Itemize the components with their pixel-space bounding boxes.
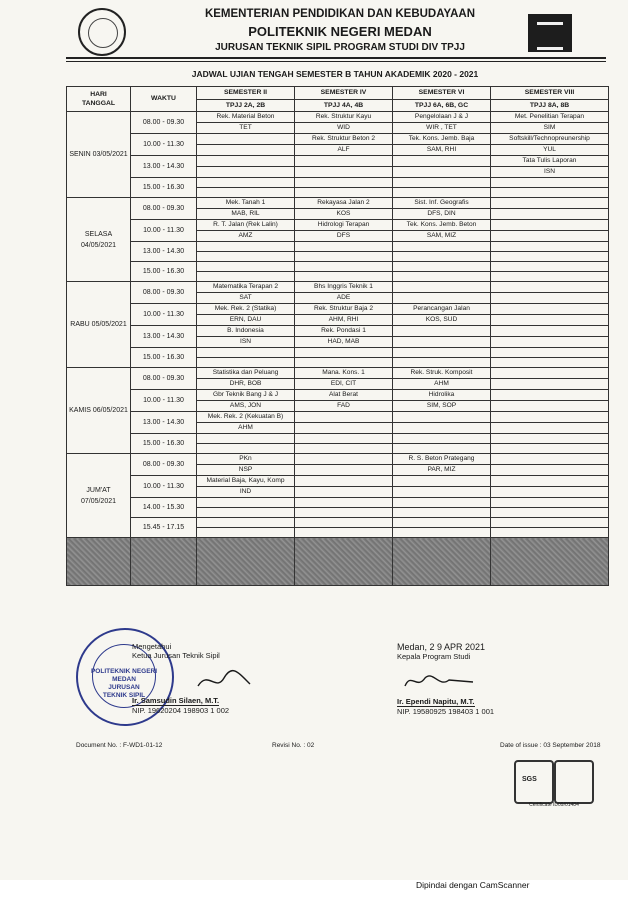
lecturer-cell <box>197 444 295 454</box>
course-cell: Rek. Struktur Baja 2 <box>295 304 393 315</box>
course-cell <box>295 454 393 465</box>
time-cell: 08.00 - 09.30 <box>131 198 197 220</box>
sig-right-nip: NIP. 19580925 198403 1 001 <box>397 707 495 716</box>
lecturer-cell: DHR, BOB <box>197 379 295 390</box>
time-cell: 10.00 - 11.30 <box>131 304 197 326</box>
sig-right-role: Kepala Program Studi <box>397 652 471 661</box>
course-cell: Pengelolaan J & J <box>393 112 491 123</box>
time-cell: 13.00 - 14.30 <box>131 326 197 348</box>
lecturer-cell <box>491 188 609 198</box>
course-cell <box>491 434 609 444</box>
lecturer-cell <box>295 508 393 518</box>
course-cell: Tek. Kons. Jemb. Baja <box>393 134 491 145</box>
lecturer-cell <box>197 272 295 282</box>
lecturer-cell: ERN, DAU <box>197 315 295 326</box>
course-cell <box>491 454 609 465</box>
course-cell <box>197 134 295 145</box>
lecturer-cell <box>491 252 609 262</box>
lecturer-cell: HAD, MAB <box>295 337 393 348</box>
lecturer-cell <box>197 188 295 198</box>
course-cell <box>197 498 295 508</box>
lecturer-cell: MAB, RIL <box>197 209 295 220</box>
table-row <box>67 412 609 423</box>
course-cell: B. Indonesia <box>197 326 295 337</box>
table-row <box>67 348 609 358</box>
day-date-cell: KAMIS 06/05/2021 <box>67 368 131 454</box>
sgs-logo: SGS <box>514 760 554 804</box>
course-cell <box>491 518 609 528</box>
course-cell: R. T. Jalan (Rek Lalin) <box>197 220 295 231</box>
course-cell <box>393 518 491 528</box>
lecturer-cell <box>295 423 393 434</box>
lecturer-cell <box>295 444 393 454</box>
course-cell <box>393 434 491 444</box>
lecturer-cell: AHM <box>197 423 295 434</box>
course-cell <box>393 348 491 358</box>
lecturer-cell <box>295 252 393 262</box>
course-cell <box>393 282 491 293</box>
course-cell <box>491 282 609 293</box>
lecturer-cell: AHM, RHI <box>295 315 393 326</box>
course-cell <box>393 262 491 272</box>
lecturer-cell: YUL <box>491 145 609 156</box>
time-cell: 08.00 - 09.30 <box>131 454 197 476</box>
course-cell <box>295 178 393 188</box>
course-cell <box>197 434 295 444</box>
lecturer-cell: AMS, JON <box>197 401 295 412</box>
course-cell <box>295 498 393 508</box>
table-row <box>67 304 609 315</box>
sig-left-nip: NIP. 19620204 198903 1 002 <box>132 706 230 715</box>
course-cell <box>491 198 609 209</box>
lecturer-cell: NSP <box>197 465 295 476</box>
course-cell: Sist. Inf. Geografis <box>393 198 491 209</box>
lecturer-cell <box>393 528 491 538</box>
signature-left-graphic <box>194 666 254 694</box>
lecturer-cell: IND <box>197 487 295 498</box>
class-semester-8: TPJJ 8A, 8B <box>491 100 609 112</box>
lecturer-cell: DFS <box>295 231 393 242</box>
course-cell <box>393 498 491 508</box>
lecturer-cell <box>295 528 393 538</box>
lecturer-cell: ISN <box>491 167 609 178</box>
certificate-id: Certificate ID09/01484 <box>529 802 579 808</box>
course-cell <box>295 476 393 487</box>
col-hari-tanggal: HARI TANGGAL <box>67 87 131 112</box>
lecturer-cell: KOS, SUD <box>393 315 491 326</box>
revision-number: Revisi No. : 02 <box>272 742 315 749</box>
course-cell: Matematika Terapan 2 <box>197 282 295 293</box>
lecturer-cell <box>491 423 609 434</box>
time-cell: 10.00 - 11.30 <box>131 134 197 156</box>
signature-block-left <box>132 642 312 715</box>
table-row <box>67 198 609 209</box>
lecturer-cell <box>393 444 491 454</box>
table-row <box>67 112 609 123</box>
lecturer-cell <box>491 272 609 282</box>
col-waktu: WAKTU <box>131 87 197 112</box>
sig-right-name: Ir. Ependi Napitu, M.T. <box>397 697 475 706</box>
lecturer-cell <box>197 508 295 518</box>
day-date-cell: SENIN 03/05/2021 <box>67 112 131 198</box>
day-date-cell: SELASA 04/05/2021 <box>67 198 131 282</box>
table-row <box>67 178 609 188</box>
course-cell <box>491 262 609 272</box>
course-cell: Mek. Rek. 2 (Kekuatan B) <box>197 412 295 423</box>
lecturer-cell <box>491 358 609 368</box>
time-cell: 13.00 - 14.30 <box>131 412 197 434</box>
lecturer-cell: WID <box>295 123 393 134</box>
lecturer-cell <box>491 337 609 348</box>
lecturer-cell: SAT <box>197 293 295 304</box>
lecturer-cell <box>197 358 295 368</box>
lecturer-cell <box>197 167 295 178</box>
table-row <box>67 476 609 487</box>
lecturer-cell <box>491 401 609 412</box>
course-cell <box>393 178 491 188</box>
table-row <box>67 220 609 231</box>
time-cell: 15.00 - 16.30 <box>131 178 197 198</box>
table-row <box>67 134 609 145</box>
lecturer-cell: ADE <box>295 293 393 304</box>
header-ministry: KEMENTERIAN PENDIDIKAN DAN KEBUDAYAAN <box>204 8 476 20</box>
course-cell: Rekayasa Jalan 2 <box>295 198 393 209</box>
course-cell <box>393 412 491 423</box>
course-cell: Material Baja, Kayu, Komp <box>197 476 295 487</box>
course-cell <box>197 518 295 528</box>
table-row <box>67 242 609 252</box>
table-row <box>67 434 609 444</box>
course-cell: Rek. Pondasi 1 <box>295 326 393 337</box>
date-of-issue: Date of issue : 03 September 2018 <box>500 742 601 749</box>
lecturer-cell <box>393 358 491 368</box>
time-cell: 10.00 - 11.30 <box>131 476 197 498</box>
course-cell <box>295 518 393 528</box>
course-cell <box>393 476 491 487</box>
course-cell <box>491 498 609 508</box>
lecturer-cell: PAR, MIZ <box>393 465 491 476</box>
course-cell <box>491 220 609 231</box>
lecturer-cell <box>393 188 491 198</box>
time-cell: 10.00 - 11.30 <box>131 220 197 242</box>
course-cell <box>197 242 295 252</box>
time-cell: 08.00 - 09.30 <box>131 112 197 134</box>
lecturer-cell: AMZ <box>197 231 295 242</box>
lecturer-cell <box>197 145 295 156</box>
course-cell: Rek. Material Beton <box>197 112 295 123</box>
col-semester-8: SEMESTER VIII <box>491 87 609 100</box>
lecturer-cell <box>295 188 393 198</box>
lecturer-cell: ALF <box>295 145 393 156</box>
time-cell: 08.00 - 09.30 <box>131 368 197 390</box>
lecturer-cell <box>393 293 491 304</box>
course-cell <box>393 326 491 337</box>
day-date-cell: JUM'AT 07/05/2021 <box>67 454 131 538</box>
course-cell <box>295 262 393 272</box>
lecturer-cell: DFS, DIN <box>393 209 491 220</box>
lecturer-cell <box>491 315 609 326</box>
class-semester-4: TPJJ 4A, 4B <box>295 100 393 112</box>
course-cell <box>197 178 295 188</box>
lecturer-cell <box>295 358 393 368</box>
lecturer-cell: KOS <box>295 209 393 220</box>
course-cell <box>491 390 609 401</box>
lecturer-cell: EDI, CIT <box>295 379 393 390</box>
polmed-logo <box>78 8 126 56</box>
signature-block-right <box>397 642 597 716</box>
time-cell: 13.00 - 14.30 <box>131 156 197 178</box>
course-cell <box>295 348 393 358</box>
lecturer-cell: ISN <box>197 337 295 348</box>
course-cell <box>491 326 609 337</box>
course-cell: PKn <box>197 454 295 465</box>
course-cell <box>393 156 491 167</box>
time-cell: 15.00 - 16.30 <box>131 434 197 454</box>
lecturer-cell <box>393 252 491 262</box>
time-cell: 14.00 - 15.30 <box>131 498 197 518</box>
lecturer-cell <box>491 444 609 454</box>
lecturer-cell <box>393 167 491 178</box>
class-semester-2: TPJJ 2A, 2B <box>197 100 295 112</box>
course-cell <box>197 156 295 167</box>
course-cell: Hidrologi Terapan <box>295 220 393 231</box>
course-cell <box>491 242 609 252</box>
lecturer-cell: SAM, MIZ <box>393 231 491 242</box>
header-department: JURUSAN TEKNIK SIPIL PROGRAM STUDI DIV TPJJ <box>215 42 465 53</box>
ukas-logo <box>554 760 594 804</box>
class-semester-6: TPJJ 6A, 6B, GC <box>393 100 491 112</box>
course-cell <box>295 156 393 167</box>
course-cell <box>491 368 609 379</box>
course-cell: Mana. Kons. 1 <box>295 368 393 379</box>
table-row <box>67 326 609 337</box>
lecturer-cell <box>295 465 393 476</box>
lecturer-cell <box>295 272 393 282</box>
sig-left-role1: Mengetahui <box>132 642 172 651</box>
lecturer-cell <box>491 231 609 242</box>
course-cell <box>197 262 295 272</box>
lecturer-cell: TET <box>197 123 295 134</box>
col-semester-2: SEMESTER II <box>197 87 295 100</box>
jurusan-logo <box>528 14 572 52</box>
lecturer-cell <box>393 487 491 498</box>
time-cell: 13.00 - 14.30 <box>131 242 197 262</box>
department-stamp: POLITEKNIK NEGERI MEDAN JURUSAN TEKNIK SIPIL <box>76 628 174 726</box>
course-cell <box>491 178 609 188</box>
lecturer-cell <box>393 423 491 434</box>
day-date-cell: RABU 05/05/2021 <box>67 282 131 368</box>
table-row <box>67 282 609 293</box>
lecturer-cell: AHM <box>393 379 491 390</box>
lecturer-cell <box>491 293 609 304</box>
lecturer-cell: WIR , TET <box>393 123 491 134</box>
course-cell: Softskill/Technopreunership <box>491 134 609 145</box>
schedule-title: JADWAL UJIAN TENGAH SEMESTER B TAHUN AKADEMIK 2020 - 2021 <box>191 69 479 79</box>
lecturer-cell: FAD <box>295 401 393 412</box>
course-cell <box>197 348 295 358</box>
course-cell <box>491 476 609 487</box>
table-row <box>67 498 609 508</box>
sig-left-role2: Ketua Jurusan Teknik Sipil <box>132 651 220 660</box>
table-row <box>67 390 609 401</box>
course-cell: Hidrolika <box>393 390 491 401</box>
header-rule-thin <box>66 61 606 62</box>
time-cell: 15.00 - 16.30 <box>131 262 197 282</box>
lecturer-cell <box>491 379 609 390</box>
lecturer-cell <box>197 528 295 538</box>
course-cell <box>295 242 393 252</box>
course-cell: Statistika dan Peluang <box>197 368 295 379</box>
sig-left-name: Ir. Samsudin Silaen, M.T. <box>132 696 220 705</box>
lecturer-cell: SIM <box>491 123 609 134</box>
lecturer-cell <box>295 167 393 178</box>
lecturer-cell <box>491 465 609 476</box>
certification-logos <box>514 760 592 810</box>
table-row <box>67 262 609 272</box>
lecturer-cell <box>393 272 491 282</box>
schedule-body <box>67 112 609 586</box>
course-cell: Alat Berat <box>295 390 393 401</box>
course-cell <box>295 434 393 444</box>
course-cell <box>491 412 609 423</box>
course-cell <box>393 242 491 252</box>
course-cell: Rek. Struktur Kayu <box>295 112 393 123</box>
lecturer-cell <box>393 508 491 518</box>
table-row <box>67 518 609 528</box>
lecturer-cell: SAM, RHI <box>393 145 491 156</box>
course-cell: Tata Tulis Laporan <box>491 156 609 167</box>
sig-right-date: Medan, 2 9 APR 2021 <box>397 642 486 652</box>
lecturer-cell <box>491 487 609 498</box>
course-cell: Mek. Tanah 1 <box>197 198 295 209</box>
course-cell: R. S. Beton Prategang <box>393 454 491 465</box>
course-cell: Met. Penelitian Terapan <box>491 112 609 123</box>
exam-schedule-table <box>66 86 609 586</box>
lecturer-cell <box>393 337 491 348</box>
camscanner-watermark: Dipindai dengan CamScanner <box>416 880 530 890</box>
course-cell <box>491 348 609 358</box>
time-cell: 08.00 - 09.30 <box>131 282 197 304</box>
course-cell: Bhs Inggris Teknik 1 <box>295 282 393 293</box>
header-rule <box>66 57 606 59</box>
course-cell <box>491 304 609 315</box>
col-semester-4: SEMESTER IV <box>295 87 393 100</box>
shaded-footer-row <box>67 538 609 586</box>
table-row <box>67 454 609 465</box>
time-cell: 15.00 - 16.30 <box>131 348 197 368</box>
signature-right-graphic <box>399 668 479 694</box>
course-cell <box>295 412 393 423</box>
lecturer-cell: SIM, SOP <box>393 401 491 412</box>
course-cell: Rek. Struk. Komposit <box>393 368 491 379</box>
course-cell: Perancangan Jalan <box>393 304 491 315</box>
time-cell: 10.00 - 11.30 <box>131 390 197 412</box>
course-cell: Rek. Struktur Beton 2 <box>295 134 393 145</box>
table-row <box>67 156 609 167</box>
lecturer-cell <box>295 487 393 498</box>
table-row <box>67 368 609 379</box>
course-cell: Gbr Teknik Bang J & J <box>197 390 295 401</box>
header-institution: POLITEKNIK NEGERI MEDAN <box>248 24 432 39</box>
lecturer-cell <box>197 252 295 262</box>
course-cell: Mek. Rek. 2 (Statika) <box>197 304 295 315</box>
col-semester-6: SEMESTER VI <box>393 87 491 100</box>
lecturer-cell <box>491 528 609 538</box>
course-cell: Tek. Kons. Jemb. Beton <box>393 220 491 231</box>
lecturer-cell <box>491 508 609 518</box>
document-number: Document No. : F-WD1-01-12 <box>76 742 163 749</box>
time-cell: 15.45 - 17.15 <box>131 518 197 538</box>
lecturer-cell <box>491 209 609 220</box>
